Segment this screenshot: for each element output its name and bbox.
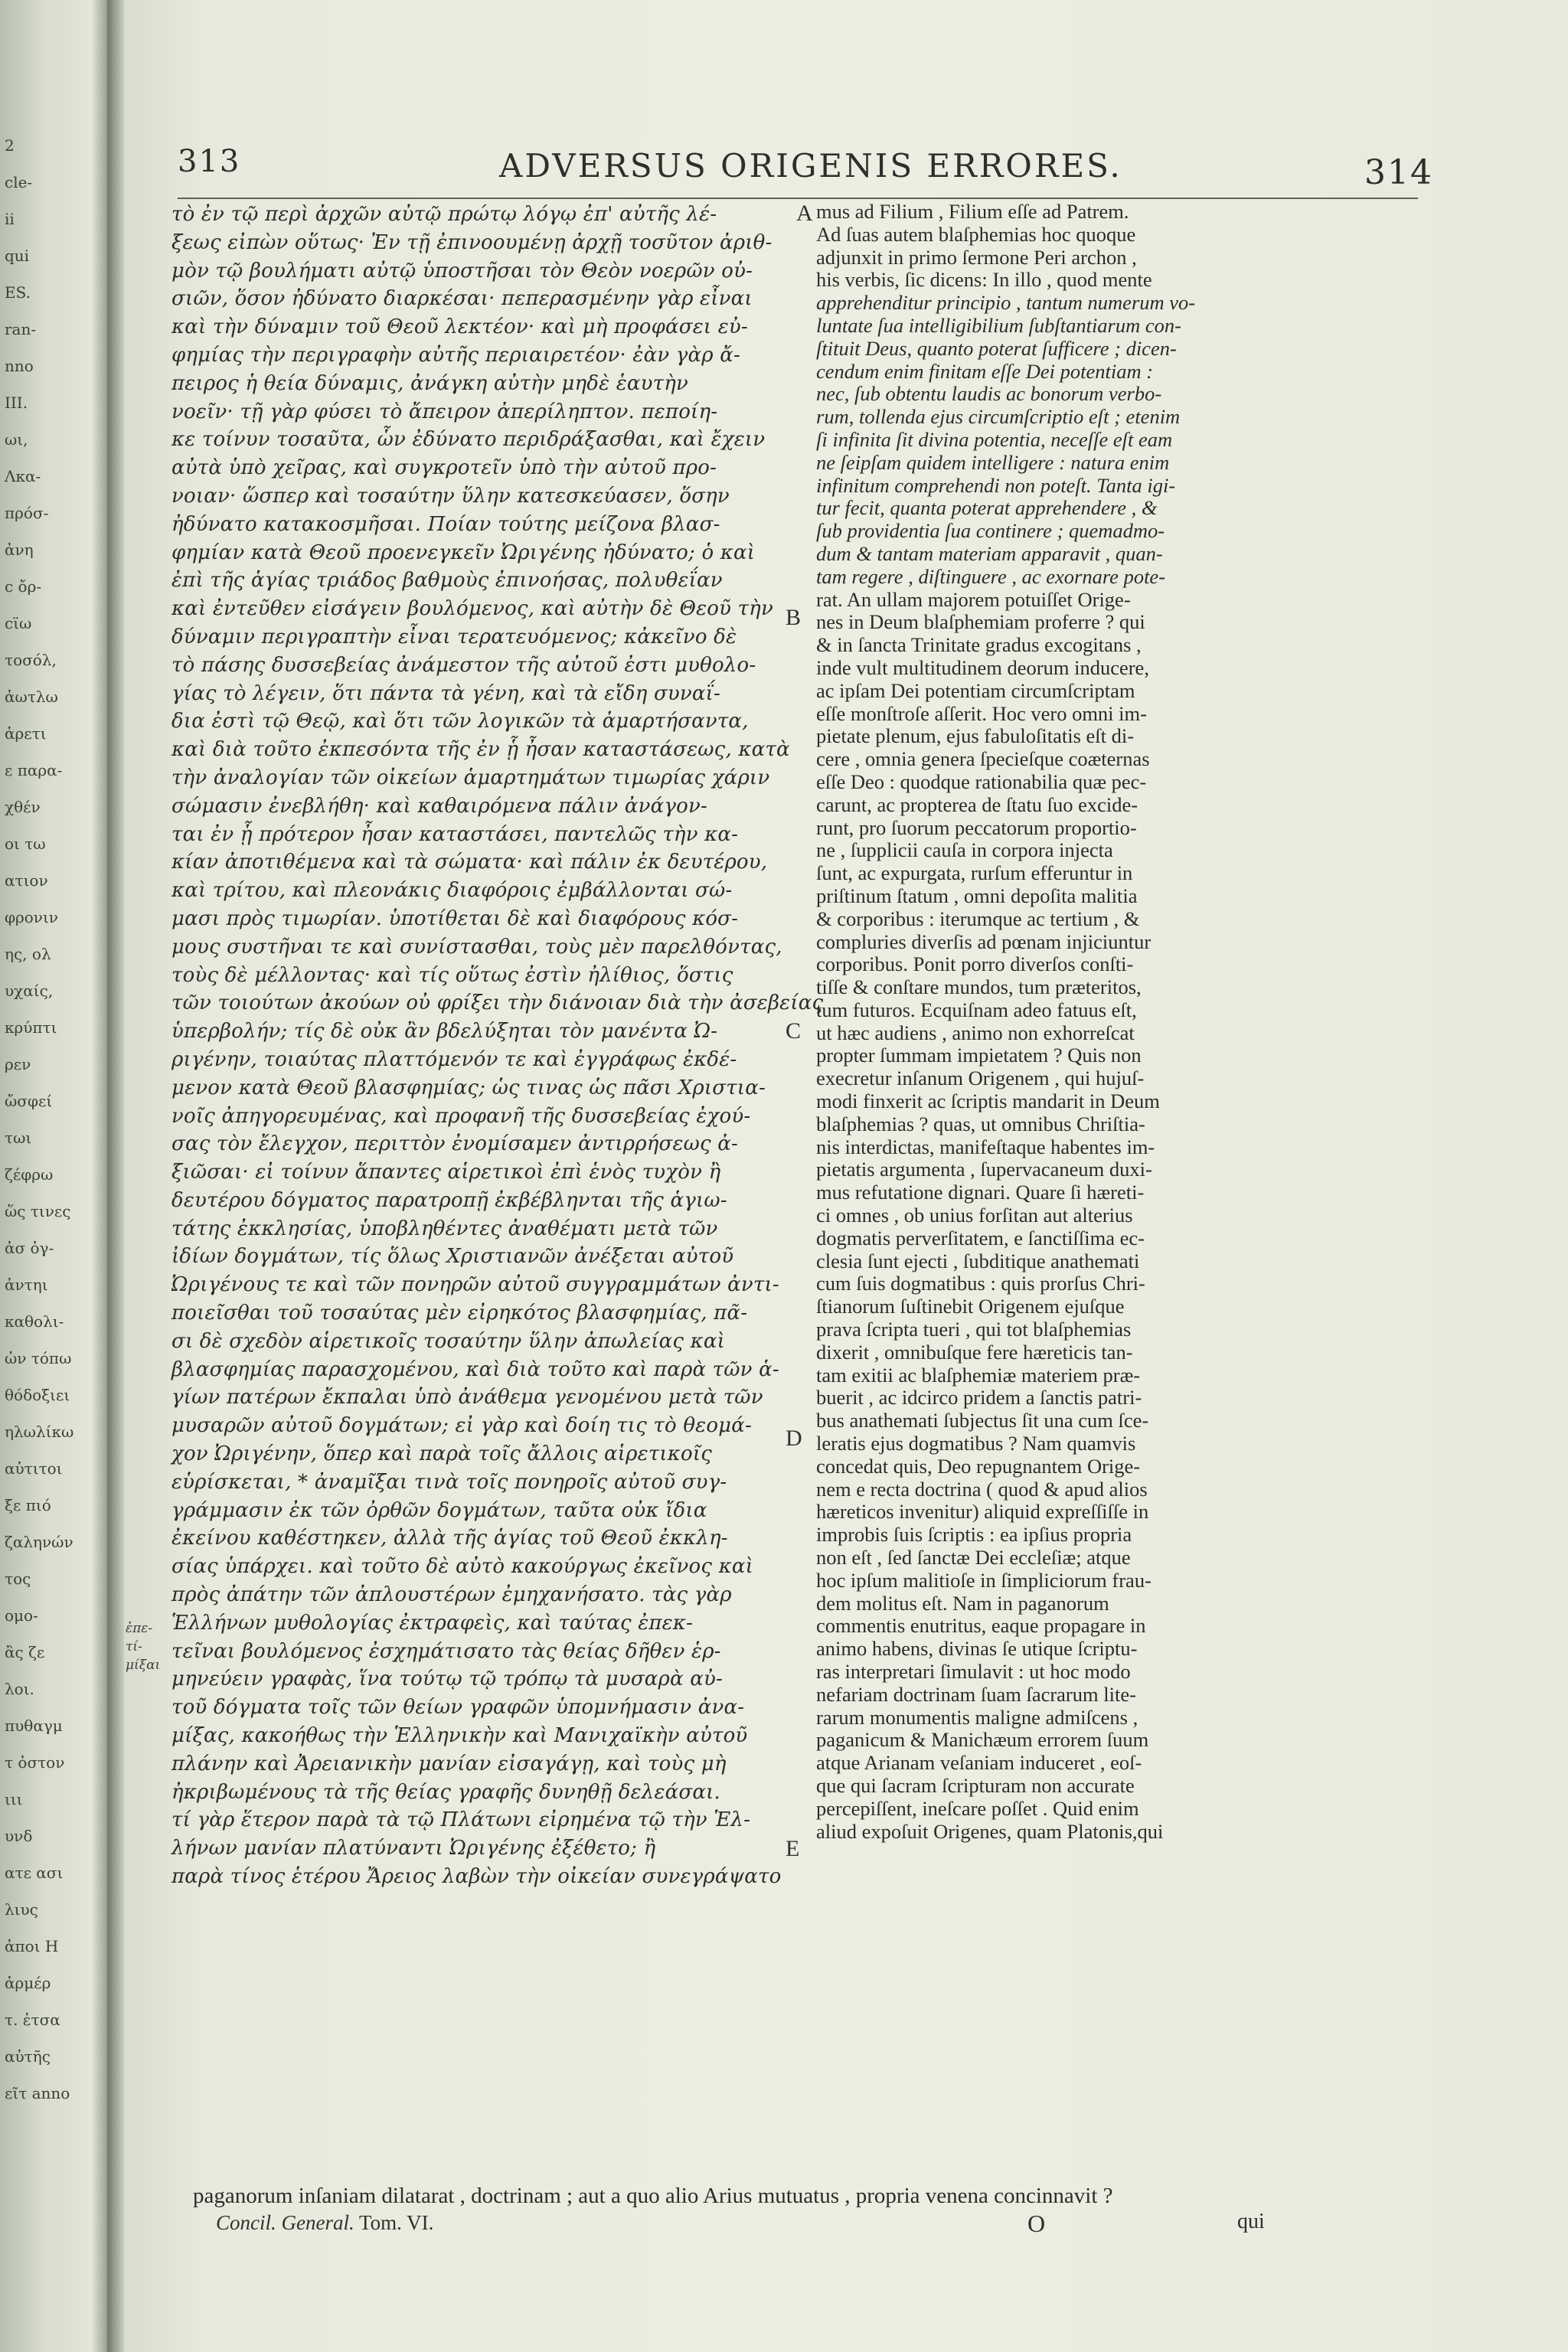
greek-line: μηνεύειν γραφὰς, ἵνα τούτῳ τῷ τρόπῳ τὰ μυσαρὰ αὐ- [172,1668,724,1691]
latin-line: clesia ſunt ejecti , ſubditique anathemati [816,1249,1140,1272]
latin-line: tam exitii ac blaſphemiæ materiem præ- [816,1363,1141,1387]
previous-page-edge [0,0,107,2352]
latin-line: nem e recta doctrina ( quod & apud alios [816,1477,1148,1501]
latin-line: buerit , ac idcirco pridem a ſanctis patri- [816,1386,1142,1410]
greek-line: σίας ὑπάρχει. καὶ τοῦτο δὲ αὐτὸ κακούργως ἐκεῖνος καὶ [172,1555,754,1579]
previous-page-fragment: τωι [5,1129,32,1147]
latin-line: infinitum comprehendi non poteſt. Tanta igi- [816,473,1176,497]
latin-line: tum futuros. Ecquiſnam adeo fatuus eſt, [816,998,1137,1021]
greek-line: τὴν ἀναλογίαν τῶν οἰκείων ἁμαρτημάτων τιμωρίας χάριν [172,766,770,789]
previous-page-fragment: ii [5,210,15,228]
greek-line: δια ἐστὶ τῷ Θεῷ, καὶ ὅτι τῶν λογικῶν τὰ ἁμαρτήσαντα, [172,710,749,733]
latin-line: hæreticos invenitur) aliquid expreſſiſſe in [816,1500,1149,1524]
latin-line: bus anathemati ſubjectus ſit una cum ſce- [816,1409,1149,1432]
footer-text-line: paganorum inſaniam dilatarat , doctrinam ; aut a quo alio Arius mutuatus , propria venena concinnavit ? [193,2184,1113,2208]
section-marker-a: A [796,201,813,226]
previous-page-fragment: ε παρα- [5,761,63,779]
latin-line: nis interdictas, manifeſtaque habentes im- [816,1135,1155,1158]
greek-line: σι δὲ σχεδὸν αἱρετικοῖς τοσαύτην ὕλην ἀπωλείας καὶ [172,1329,725,1353]
previous-page-fragment: ἂς ζε [5,1643,45,1661]
greek-line: δευτέρου δόγματος παρατροπῇ ἐκβέβληνται τῆς ἁγιω- [172,1188,727,1212]
greek-line: μίξας, κακοήθως τὴν Ἑλληνικὴν καὶ Μανιχαϊκὴν αὐτοῦ [172,1724,748,1748]
footer-volume-note [216,2211,433,2235]
greek-line: μυσαρῶν αὐτοῦ δογμάτων; εἰ γὰρ καὶ δοίη τις τὸ θεομά- [172,1414,753,1438]
previous-page-fragment: πρόσ- [5,504,49,522]
latin-line: dogmatis perverſitatem, e ſanctiſſima ec- [816,1226,1145,1250]
latin-line: pietate plenum, ejus fabuloſitatis eſt di- [816,724,1135,748]
book-page [124,0,1568,2352]
greek-line: ξιῶσαι· εἰ τοίνυν ἅπαντες αἱρετικοὶ ἐπὶ ἑνὸς τυχὸν ἢ [172,1161,721,1184]
previous-page-fragment: 2 [5,136,15,155]
previous-page-fragment: ἀντηι [5,1276,48,1294]
greek-line: ἐπὶ τῆς ἁγίας τριάδος βαθμοὺς ἐπινοήσας, πολυθεΐαν [172,569,723,593]
latin-line: ut hæc audiens , animo non exhorreſcat [816,1021,1135,1044]
greek-line: καὶ τὴν δύναμιν τοῦ Θεοῦ λεκτέον· καὶ μὴ προφάσει εὐ- [172,315,748,339]
latin-line: commentis enutritus, eaque propagare in [816,1614,1146,1638]
running-title: ADVERSUS ORIGENIS ERRORES. [499,147,1122,185]
previous-page-fragment: ES. [5,283,31,302]
section-marker-d: D [786,1426,802,1451]
greek-line: τάτης ἐκκλησίας, ὑποβληθέντες ἀναθέματι μετὰ τῶν [172,1217,718,1240]
page-header [178,144,1433,190]
latin-line: apprehenditur principio , tantum numerum vo- [816,291,1196,315]
previous-page-fragment: κρύπτι [5,1018,57,1037]
signature-mark: O [1027,2210,1046,2237]
greek-line: γίων πατέρων ἔκπαλαι ὑπὸ ἀνάθεμα γενομένου μετὰ τῶν [172,1386,763,1410]
previous-page-fragment: εῖτ anno [5,2084,70,2102]
greek-line: λήνων μανίαν πλατύναντι Ὠριγένης ἐξέθετο; ἢ [172,1837,656,1860]
latin-line: execretur inſanum Origenem , qui hujuſ- [816,1067,1145,1090]
previous-page-fragment: ran- [5,320,37,338]
greek-line: κε τοίνυν τοσαῦτα, ὧν ἐδύνατο περιδράξασθαι, καὶ ἔχειν [172,428,766,452]
greek-text-column [172,201,845,1891]
latin-line: inde vult multitudinem deorum inducere, [816,655,1149,679]
latin-line: ac ipſam Dei potentiam circumſcriptam [816,678,1135,702]
greek-line: δύναμιν περιγραπτὴν εἶναι τερατευόμενος; κἀκεῖνο δὲ [172,625,737,648]
previous-page-fragment: υχαίς, [5,982,54,1000]
previous-page-fragment: ατε ασι [5,1864,64,1882]
previous-page-fragment: ατιον [5,871,48,890]
greek-line: καὶ ἐντεῦθεν εἰσάγειν βουλόμενος, καὶ αὐτὴν δὲ Θεοῦ τὴν [172,597,773,621]
latin-line: tur fecit, quanta poterat apprehendere , & [816,496,1158,520]
previous-page-fragment: οι τω [5,835,46,853]
greek-line: κίαν ἀποτιθέμενα καὶ τὰ σώματα· καὶ πάλιν ἐκ δευτέρου, [172,851,768,874]
margin-note-line: ἐπε- [126,1621,153,1636]
latin-line: nec, ſub obtentu laudis ac bonorum verbo- [816,382,1162,406]
greek-line: μενον κατὰ Θεοῦ βλασφημίας; ὡς τινας ὡς πᾶσι Χριστια- [172,1076,766,1099]
greek-line: αὐτὰ ὑπὸ χεῖρας, καὶ συγκροτεῖν ὑπὸ τὴν αὐτοῦ προ- [172,456,717,480]
section-marker-c: C [786,1018,802,1044]
previous-page-fragment: ἁρετι [5,724,47,743]
latin-line: luntate ſua intelligibilium ſubſtantiarum con- [816,313,1181,337]
latin-line: ne , ſupplicii cauſa in corpora injecta [816,838,1113,862]
latin-line: percepiſſent, ineſcare poſſet . Quid enim [816,1796,1139,1820]
greek-line: σας τὸν ἔλεγχον, περιττὸν ἐνομίσαμεν ἀντιρρήσεως ἀ- [172,1132,739,1156]
previous-page-fragment: χθέν [5,798,41,816]
previous-page-fragment: III. [5,394,28,412]
latin-line: priſtinum ſtatum , omni depoſita malitia [816,884,1138,907]
greek-line: τὸ ἐν τῷ περὶ ἀρχῶν αὐτῷ πρώτῳ λόγῳ ἐπ' αὐτῆς λέ- [172,203,717,226]
previous-page-fragment: ζαληνών [5,1533,74,1551]
latin-line: ci omnes , ob unius forſitan aut alterius [816,1204,1133,1227]
previous-page-fragment: ης, ολ [5,945,51,963]
greek-line: μους συστῆναι τε καὶ συνίστασθαι, τοὺς μὲν παρελθόντας, [172,935,782,959]
latin-line: tam regere , diſtinguere , ac exornare pote- [816,564,1166,588]
greek-line: καὶ διὰ τοῦτο ἐκπεσόντα τῆς ἐν ᾗ ἦσαν καταστάσεως, κατὰ [172,738,790,762]
previous-page-fragment: φρονιν [5,908,58,926]
greek-line: φημίαν κατὰ Θεοῦ προενεγκεῖν Ὠριγένης ἠδύνατο; ὁ καὶ [172,541,756,564]
greek-line: ποιεῖσθαι τοῦ τοσαύτας μὲν εἰρηκότος βλασφημίας, πᾶ- [172,1302,748,1325]
previous-page-fragment: ομο- [5,1606,38,1625]
greek-line: Ἑλλήνων μυθολογίας ἐκτραφεὶς, καὶ ταύτας ἐπεκ- [172,1611,694,1635]
greek-line: τῶν τοιούτων ἀκούων οὐ φρίξει τὴν διάνοιαν διὰ τὴν ἀσεβείας [172,991,824,1015]
greek-line: ξεως εἰπὼν οὕτως· Ἐν τῇ ἐπινοουμένῃ ἀρχῇ τοσῦτον ἀριθ- [172,230,773,254]
latin-line: concedat quis, Deo repugnantem Orige- [816,1454,1141,1478]
previous-page-fragment: τος [5,1570,31,1588]
margin-note-line: τί- [126,1639,142,1655]
latin-line: cum ſuis dogmatibus : quis prorſus Chri- [816,1272,1145,1295]
greek-line: νοιαν· ὥσπερ καὶ τοσαύτην ὕλην κατεσκεύασεν, ὅσην [172,484,730,508]
previous-page-fragment: λιυς [5,1900,38,1919]
latin-line: ſub providentia ſua continere ; quemadmo- [816,519,1165,543]
latin-line: propter ſummam impietatem ? Quis non [816,1044,1142,1067]
greek-line: μασι πρὸς τιμωρίαν. ὑποτίθεται δὲ καὶ διαφόρους κόσ- [172,906,739,930]
greek-line: πειρος ἡ θεία δύναμις, ἀνάγκη αὐτὴν μηδὲ ἑαυτὴν [172,371,689,395]
latin-line: & corporibus : iterumque ac tertium , & [816,906,1140,930]
latin-line: nes in Deum blaſphemiam proferre ? qui [816,610,1145,634]
latin-line: corporibus. Ponit porro diverſos conſti- [816,952,1134,976]
latin-line: nefariam doctrinam ſuam ſacrarum lite- [816,1682,1136,1706]
latin-line: & in ſancta Trinitate gradus excogitans , [816,633,1142,657]
latin-line: non eſt , ſed ſanctæ Dei eccleſiæ; atque [816,1546,1131,1570]
latin-line: ſtianorum ſuſtinebit Origenem ejuſque [816,1295,1125,1318]
latin-line: dixerit , omnibuſque fere hæreticis tan- [816,1340,1133,1364]
greek-line: εὑρίσκεται, * ἀναμῖξαι τινὰ τοῖς πονηροῖς αὐτοῦ συγ- [172,1470,727,1494]
latin-line: paganicum & Manichæum errorem ſuum [816,1728,1149,1752]
section-marker-e: E [786,1836,800,1861]
previous-page-fragment: τ. ἐτσα [5,2011,60,2029]
greek-line: πρὸς ἀπάτην τῶν ἀπλουστέρων ἐμηχανήσατο. τὰς γὰρ [172,1583,732,1607]
greek-line: ἠδύνατο κατακοσμῆσαι. Ποίαν τούτης μείζονα βλασ- [172,512,720,536]
margin-note-line: μίξαι [126,1658,161,1673]
latin-line: rum, tollenda ejus circumſcriptio eſt ; etenim [816,405,1181,429]
latin-line: ne ſeipſam quidem intelligere : natura enim [816,450,1170,474]
latin-line: ſunt, ac expurgata, rurſum efferuntur in [816,861,1133,885]
latin-line: mus ad Filium , Filium eſſe ad Patrem. [816,200,1129,223]
previous-page-fragment: ιιι [5,1790,23,1808]
latin-line: aliud expoſuit Origenes, quam Platonis,qui [816,1819,1164,1843]
latin-line: pietatis argumenta , ſupervacaneum duxi- [816,1158,1152,1181]
latin-line: rat. An ullam majorem potuiſſet Orige- [816,587,1131,611]
greek-line: νοεῖν· τῇ γὰρ φύσει τὸ ἄπειρον ἀπερίληπτον. πεποίη- [172,400,718,423]
greek-line: βλασφημίας παρασχομένου, καὶ διὰ τοῦτο καὶ παρὰ τῶν ἁ- [172,1357,779,1381]
latin-line: modi finxerit ac ſcriptis mandarit in Deum [816,1089,1160,1113]
previous-page-fragment: ἀσ ὀγ- [5,1239,54,1257]
latin-line: prava ſcripta tueri , qui tot blaſphemias [816,1318,1132,1341]
greek-line: καὶ τρίτου, καὶ πλεονάκις διαφόροις ἐμβάλλονται σώ- [172,879,733,903]
previous-page-fragment: τοσόλ, [5,651,57,669]
greek-line: Ὠριγένους τε καὶ τῶν πονηρῶν αὐτοῦ συγγραμμάτων ἀντι- [172,1273,779,1297]
catchword: qui [1237,2210,1265,2233]
greek-line: τὸ πάσης δυσσεβείας ἀνάμεστον τῆς αὐτοῦ ἐστι μυθολο- [172,653,756,677]
previous-page-fragment: ὥς τινες [5,1202,71,1220]
latin-line: leratis ejus dogmatibus ? Nam quamvis [816,1432,1136,1455]
greek-line: ται ἐν ᾗ πρότερον ἦσαν καταστάσει, παντελῶς τὴν κα- [172,822,739,846]
latin-line: hoc ipſum malitioſe in ſimpliciorum frau- [816,1568,1152,1592]
latin-line: cere , omnia genera ſpecieſque coæternas [816,747,1150,771]
footer-concil-title: Concil. General. [216,2211,354,2234]
previous-page-fragment: θόδοξιει [5,1386,70,1404]
latin-line: compluries diverſis ad pœnam injiciuntur [816,929,1152,953]
greek-line: ριγένην, τοιαύτας πλαττόμενόν τε καὶ ἐγγράφως ἐκδέ- [172,1047,737,1071]
latin-text-column [816,201,1398,1843]
greek-line: μὸν τῷ βουλήματι αὐτῷ ὑποστῆσαι τὸν Θεὸν νοερῶν οὐ- [172,259,753,283]
latin-line: eſſe monſtroſe aſſerit. Hoc vero omni im- [816,701,1147,725]
greek-line: πλάνην καὶ Ἀρειανικὴν μανίαν εἰσαγάγῃ, καὶ τοὺς μὴ [172,1752,727,1775]
latin-line: eſſe Deo : quodque rationabilia quæ pec- [816,769,1147,793]
latin-line: runt, pro ſuorum peccatorum proportio- [816,815,1137,839]
page-number-left: 313 [178,144,241,179]
greek-line: παρὰ τίνος ἑτέρου Ἄρειος λαβὼν τὴν οἰκείαν συνεγράψατο [172,1865,782,1889]
previous-page-fragment: ρεν [5,1055,31,1073]
greek-line: τεῖναι βουλόμενος ἐσχημάτισατο τὰς θείας δῆθεν ἑρ- [172,1639,721,1663]
latin-line: Ad ſuas autem blaſphemias hoc quoque [816,222,1136,246]
greek-line: σώμασιν ἐνεβλήθη· καὶ καθαιρόμενα πάλιν ἀνάγον- [172,794,707,818]
latin-line: atque Arianam veſaniam induceret , eoſ- [816,1751,1142,1775]
latin-line: dem molitus eſt. Nam in paganorum [816,1591,1109,1615]
greek-line: γίας τὸ λέγειν, ὅτι πάντα τὰ γένη, καὶ τὰ εἴδη συναΐ- [172,681,721,705]
latin-line: tiſſe & conſtare mundos, tum præteritos, [816,975,1142,999]
previous-page-fragment: πυθαγμ [5,1717,63,1735]
section-marker-b: B [786,605,802,630]
previous-page-fragment: αὐτιτοι [5,1459,63,1478]
greek-line: φημίας τὴν περιγραφὴν αὐτῆς περιαιρετέον· ἐὰν γὰρ ἄ- [172,343,740,367]
greek-line: ἐκείνου καθέστηκεν, ἀλλὰ τῆς ἁγίας τοῦ Θεοῦ ἐκκλη- [172,1527,728,1550]
greek-line: σιῶν, ὅσον ἠδύνατο διαρκέσαι· πεπερασμένην γὰρ εἶναι [172,287,753,311]
footer-concil-volume: Tom. VI. [354,2211,434,2234]
greek-line: ἠκριβωμένους τὰ τῆς θείας γραφῆς δυνηθῇ δελεάσαι. [172,1780,720,1804]
greek-line: ὑπερβολήν; τίς δὲ οὐκ ἂν βδελύξηται τὸν μανέντα Ὠ- [172,1020,718,1044]
previous-page-fragment: ὠν τόπω [5,1349,72,1367]
latin-line: carunt, ac propterea de ſtatu ſuo excide- [816,792,1138,816]
margin-note [126,1619,172,1674]
previous-page-fragment: υνδ [5,1827,33,1845]
previous-page-fragment: ξε πιό [5,1496,51,1514]
greek-line: τοὺς δὲ μέλλοντας· καὶ τίς οὕτως ἐστὶν ἠλίθιος, ὅστις [172,963,733,987]
greek-line: ἰδίων δογμάτων, τίς ὅλως Χριστιανῶν ἀνέξεται αὐτοῦ [172,1245,734,1269]
previous-page-fragment: ἀρμέρ [5,1974,51,1992]
previous-page-fragment: ηλωλίκω [5,1423,74,1441]
header-rule [178,198,1418,199]
latin-line: ſi infinita ſit divina potentia, neceſſe eſt eam [816,427,1173,451]
latin-line: rarum monumentis maligne admiſcens , [816,1705,1138,1729]
latin-line: cendum enim finitam eſſe Dei potentiam : [816,359,1154,383]
latin-line: adjunxit in primo ſermone Peri archon , [816,245,1137,269]
latin-line: his verbis, ſic dicens: In illo , quod mente [816,268,1152,292]
latin-line: dum & tantam materiam apparavit , quan- [816,541,1163,565]
greek-line: τοῦ δόγματα τοῖς τῶν θείων γραφῶν ὑπομνήμασιν ἀνα- [172,1696,745,1720]
previous-page-fragment: ϲϊω [5,614,32,632]
previous-page-fragment: ὤσφεί [5,1092,53,1110]
latin-line: improbis ſuis ſcriptis : ea ipſius propria [816,1523,1132,1547]
previous-page-fragment: Λκα- [5,467,41,485]
latin-line: ras interpretari ſimulavit : ut hoc modo [816,1660,1131,1683]
latin-line: blaſphemias ? quas, ut omnibus Chriſtia- [816,1112,1145,1135]
greek-line: τί γὰρ ἕτερον παρὰ τὰ τῷ Πλάτωνι εἰρημένα τῷ τὴν Ἑλ- [172,1808,751,1832]
latin-line: animo habens, divinas ſe utique ſcriptu- [816,1637,1138,1661]
previous-page-fragment: αὐτῆς [5,2047,51,2066]
greek-line: γράμμασιν ἐκ τῶν ὀρθῶν δογμάτων, ταῦτα οὐκ ἴδια [172,1498,707,1522]
previous-page-fragment: λοι. [5,1680,34,1698]
previous-page-fragment: ϲ ὄρ- [5,577,42,596]
page-number-right: 314 [1364,153,1433,192]
previous-page-fragment: qui [5,247,30,265]
book-gutter [107,0,124,2352]
previous-page-fragment: τ ὀστον [5,1753,65,1772]
previous-page-fragment: ἀνη [5,541,34,559]
latin-line: que qui ſacram ſcripturam non accurate [816,1773,1135,1797]
previous-page-fragment: nno [5,357,34,375]
previous-page-fragment: cle- [5,173,33,191]
previous-page-fragment: ἀποι Η [5,1937,59,1955]
previous-page-fragment: ωι, [5,430,28,449]
greek-line: νοῖς ἀπηγορευμένας, καὶ προφανῆ τῆς δυσσεβείας ἐχού- [172,1104,751,1128]
latin-line: ſtituit Deus, quanto poterat ſufficere ; dicen- [816,336,1177,360]
previous-page-fragment: καθολι- [5,1312,64,1331]
previous-page-fragment: ἀωτλω [5,688,58,706]
greek-line: χον Ὠριγένην, ὅπερ καὶ παρὰ τοῖς ἄλλοις αἱρετικοῖς [172,1442,713,1466]
latin-line: mus refutatione dignari. Quare ſi hæreti- [816,1181,1145,1204]
previous-page-fragment: ζέφρω [5,1165,54,1184]
